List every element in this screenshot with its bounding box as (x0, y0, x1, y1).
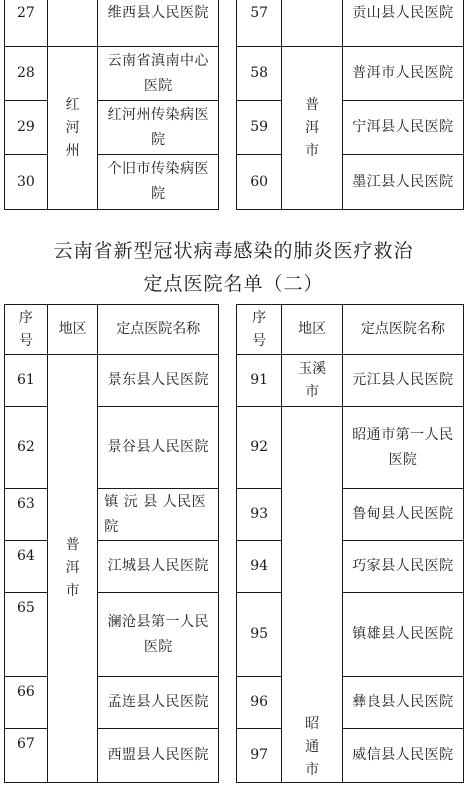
header-region: 地区 (282, 305, 343, 355)
hospital-name: 云南省滇南中心医院 (98, 47, 219, 101)
row-number: 94 (236, 541, 281, 593)
region-label: 红河州 (65, 96, 80, 159)
column-divider (219, 407, 237, 489)
column-divider (219, 489, 237, 541)
row-number: 97 (236, 729, 281, 783)
region-puer (282, 47, 343, 210)
hospital-name: 巧家县人民医院 (342, 541, 463, 593)
column-divider (219, 305, 237, 355)
header-hospital: 定点医院名称 (342, 305, 463, 355)
column-divider (219, 593, 237, 677)
header-number: 序号 (236, 305, 281, 355)
column-divider (219, 47, 237, 101)
hospital-name: 江城县人民医院 (98, 541, 219, 593)
row-number: 61 (5, 355, 48, 407)
hospital-name: 个旧市传染病医院 (98, 155, 219, 210)
hospital-name: 西盟县人民医院 (98, 729, 219, 783)
row-number: 59 (236, 101, 281, 155)
column-divider (219, 729, 237, 783)
column-divider (219, 355, 237, 407)
region-honghe (47, 47, 97, 210)
hospital-name: 鲁甸县人民医院 (342, 489, 463, 541)
header-number: 序号 (5, 305, 48, 355)
hospital-name: 贡山县人民医院 (342, 0, 463, 47)
hospital-name: 景谷县人民医院 (98, 407, 219, 489)
region-label: 玉溪市 (298, 360, 327, 400)
hospital-table-part-2 (4, 304, 464, 783)
hospital-name: 威信县人民医院 (342, 729, 463, 783)
row-number: 28 (5, 47, 48, 101)
row-number: 60 (236, 155, 281, 210)
row-number: 64 (5, 541, 48, 593)
row-number: 96 (236, 677, 281, 729)
hospital-table-part-1 (4, 0, 464, 210)
row-number: 63 (5, 489, 48, 541)
region-yuxi (282, 355, 343, 407)
row-number: 91 (236, 355, 281, 407)
row-number: 67 (5, 729, 48, 783)
header-hospital: 定点医院名称 (98, 305, 219, 355)
column-divider (219, 677, 237, 729)
region-label: 普洱市 (65, 537, 80, 599)
row-number: 57 (236, 0, 281, 47)
hospital-name: 宁洱县人民医院 (342, 101, 463, 155)
hospital-name: 澜沧县第一人民医院 (98, 593, 219, 677)
row-number: 95 (236, 593, 281, 677)
region-cell (47, 0, 97, 47)
column-divider (219, 101, 237, 155)
hospital-name: 彝良县人民医院 (342, 677, 463, 729)
header-region: 地区 (47, 305, 97, 355)
region-label: 昭通市 (305, 716, 320, 778)
row-number: 27 (5, 0, 48, 47)
hospital-name: 普洱市人民医院 (342, 47, 463, 101)
row-number: 93 (236, 489, 281, 541)
column-divider (219, 541, 237, 593)
hospital-name: 维西县人民医院 (98, 0, 219, 47)
row-number: 30 (5, 155, 48, 210)
column-divider (219, 0, 237, 47)
row-number: 62 (5, 407, 48, 489)
row-number: 92 (236, 407, 281, 489)
hospital-name: 孟连县人民医院 (98, 677, 219, 729)
hospital-name: 昭通市第一人民医院 (342, 407, 463, 489)
hospital-name: 红河州传染病医院 (98, 101, 219, 155)
hospital-name: 墨江县人民医院 (342, 155, 463, 210)
row-number: 58 (236, 47, 281, 101)
region-zhaotong (282, 407, 343, 783)
hospital-name: 元江县人民医院 (342, 355, 463, 407)
document-title: 云南省新型冠状病毒感染的肺炎医疗救治 (53, 240, 414, 262)
row-number: 29 (5, 101, 48, 155)
document-subtitle: 定点医院名单（二） (143, 273, 324, 295)
row-number: 66 (5, 677, 48, 729)
region-puer (47, 355, 97, 783)
hospital-name: 景东县人民医院 (98, 355, 219, 407)
row-number: 65 (5, 593, 48, 677)
region-cell (282, 0, 343, 47)
hospital-name: 镇 沅 县 人民医院 (98, 489, 219, 541)
column-divider (219, 155, 237, 210)
region-label: 普洱市 (305, 96, 320, 159)
hospital-name: 镇雄县人民医院 (342, 593, 463, 677)
